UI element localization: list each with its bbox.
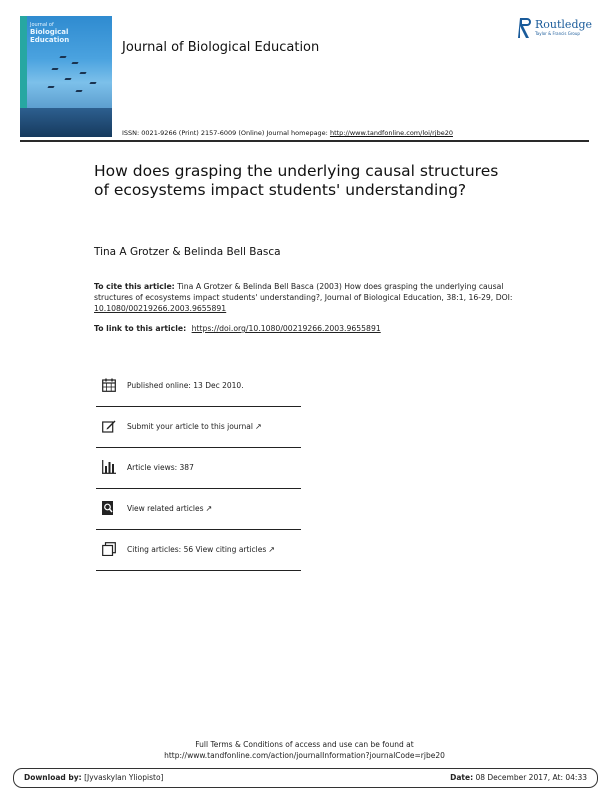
list-item-published bbox=[96, 366, 301, 407]
article-authors: Tina A Grotzer & Belinda Bell Basca bbox=[94, 246, 281, 258]
edit-icon bbox=[102, 419, 116, 433]
routledge-logo-icon bbox=[518, 17, 532, 39]
footer-line-1: Full Terms & Conditions of access and use can be found at bbox=[195, 740, 414, 749]
publisher-logo[interactable] bbox=[518, 17, 598, 41]
journal-cover-image bbox=[20, 16, 112, 137]
search-icon bbox=[102, 501, 116, 515]
journal-homepage-link[interactable]: http://www.tandfonline.com/loi/rjbe20 bbox=[329, 129, 453, 137]
header-divider bbox=[20, 140, 589, 142]
journal-title: Journal of Biological Education bbox=[122, 40, 320, 55]
citation-label: To cite this article: bbox=[94, 282, 175, 291]
download-date: Date: 08 December 2017, At: 04:33 bbox=[450, 773, 587, 782]
terms-link[interactable]: http://www.tandfonline.com/action/journalInformation?journalCode=rjbe20 bbox=[164, 751, 445, 760]
list-item-related[interactable] bbox=[96, 489, 301, 530]
citation-text: Tina A Grotzer & Belinda Bell Basca (2003) How does grasping the underlying causal structures of ecosystems impact students' understanding?, Journal of Biological Education, 38:1, 16-29, DOI: bbox=[94, 282, 513, 302]
citing-icon bbox=[102, 542, 116, 556]
external-link-icon: ↗ bbox=[268, 545, 275, 554]
submit-article-link[interactable]: Submit your article to this journal bbox=[127, 422, 253, 431]
related-articles-link[interactable]: View related articles bbox=[127, 504, 204, 513]
published-online-text: Published online: 13 Dec 2010. bbox=[127, 381, 244, 390]
external-link-icon: ↗ bbox=[205, 504, 213, 513]
download-bar bbox=[13, 768, 598, 788]
article-title: How does grasping the underlying causal structures of ecosystems impact students' understanding? bbox=[94, 162, 499, 199]
citing-articles-link[interactable]: Citing articles: 56 View citing articles bbox=[127, 545, 267, 554]
publisher-name: Routledge bbox=[535, 18, 593, 31]
article-views-text: Article views: 387 bbox=[127, 463, 194, 472]
external-link-icon: ↗ bbox=[254, 422, 262, 431]
link-label: To link to this article: bbox=[94, 324, 187, 333]
list-item-views bbox=[96, 448, 301, 489]
link-line bbox=[94, 324, 381, 333]
bar-chart-icon bbox=[102, 460, 116, 474]
publisher-tagline: Taylor & Francis Group bbox=[535, 31, 580, 36]
footer-terms bbox=[0, 739, 609, 761]
calendar-icon bbox=[102, 378, 116, 392]
list-item-submit[interactable] bbox=[96, 407, 301, 448]
download-by: Download by: [Jyvaskylan Yliopisto] bbox=[24, 773, 164, 782]
article-url-link[interactable]: https://doi.org/10.1080/00219266.2003.9655891 bbox=[191, 324, 381, 333]
issn-line: ISSN: 0021-9266 (Print) 2157-6009 (Online) Journal homepage: http://www.tandfonline.com/loi/rjbe20 bbox=[122, 129, 453, 137]
cover-title: Journal of Biological Education bbox=[30, 22, 70, 44]
article-info-list bbox=[96, 366, 301, 571]
doi-link[interactable]: 10.1080/00219266.2003.9655891 bbox=[94, 304, 227, 313]
list-item-citing[interactable] bbox=[96, 530, 301, 571]
citation-block bbox=[94, 281, 524, 314]
